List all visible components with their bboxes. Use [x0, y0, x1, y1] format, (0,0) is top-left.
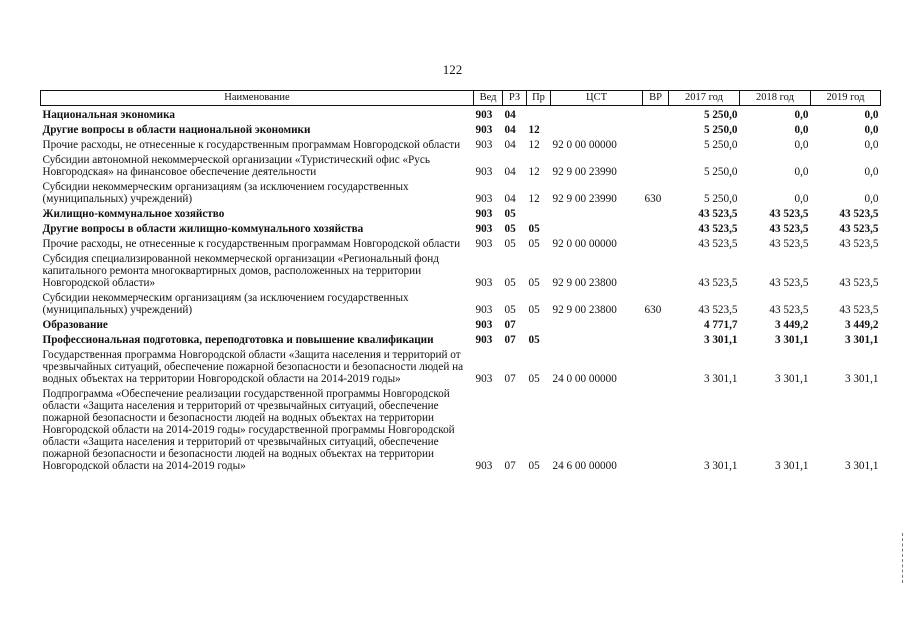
- cell-vr: [643, 121, 669, 136]
- cell-rz: 07: [504, 334, 516, 346]
- cell-pr: 12: [528, 193, 540, 205]
- table-row: [41, 331, 881, 346]
- table-row: [41, 289, 881, 316]
- cell-2018: 3 301,1: [774, 373, 809, 385]
- cell-2019: 43 523,5: [839, 223, 879, 235]
- cell-ved: 903: [475, 109, 493, 121]
- cell-rz: 04: [504, 193, 516, 205]
- cell-pr: [527, 205, 551, 220]
- cell-2017: 5 250,0: [703, 124, 738, 136]
- cell-name: Другие вопросы в области жилищно-коммунального хозяйства: [42, 223, 364, 235]
- cell-vr: [643, 331, 669, 346]
- cell-2017: 3 301,1: [703, 334, 738, 346]
- cell-2019: 3 449,2: [844, 319, 879, 331]
- cell-rz: 04: [504, 124, 516, 136]
- cell-2018: 0,0: [794, 124, 809, 136]
- cell-vr: [643, 346, 669, 385]
- cell-rz: 05: [504, 238, 516, 250]
- cell-cst: [551, 331, 643, 346]
- cell-2017: 5 250,0: [703, 193, 738, 205]
- cell-ved: 903: [475, 124, 493, 136]
- cell-ved: 903: [475, 193, 493, 205]
- table-row: [41, 250, 881, 289]
- cell-pr: 05: [528, 373, 540, 385]
- cell-name: Образование: [42, 319, 108, 331]
- cell-vr: 630: [644, 193, 662, 205]
- cell-2017: 43 523,5: [698, 238, 738, 250]
- cell-2017: 3 301,1: [703, 373, 738, 385]
- cell-name: Профессиональная подготовка, переподготовка и повышение квалификации: [42, 334, 434, 346]
- cell-pr: 05: [528, 304, 540, 316]
- header-2018: 2018 год: [740, 91, 811, 106]
- table-row: [41, 316, 881, 331]
- table-body: [41, 106, 881, 473]
- table-row: [41, 151, 881, 178]
- cell-2018: 0,0: [794, 109, 809, 121]
- cell-2018: 43 523,5: [769, 304, 809, 316]
- cell-vr: [643, 250, 669, 289]
- header-ved: Вед: [474, 91, 503, 106]
- cell-2018: 3 301,1: [774, 460, 809, 472]
- cell-2018: 43 523,5: [769, 208, 809, 220]
- cell-vr: [643, 151, 669, 178]
- cell-rz: 05: [504, 223, 516, 235]
- cell-rz: 04: [504, 109, 516, 121]
- cell-name: Национальная экономика: [42, 109, 175, 121]
- cell-2019: 3 301,1: [844, 334, 879, 346]
- table-row: [41, 220, 881, 235]
- cell-ved: 903: [475, 304, 493, 316]
- cell-cst: 92 9 00 23990: [552, 166, 617, 178]
- cell-pr: 05: [528, 277, 540, 289]
- cell-name: Другие вопросы в области национальной экономики: [42, 124, 311, 136]
- cell-2019: 43 523,5: [839, 277, 879, 289]
- table-row: [41, 385, 881, 472]
- cell-rz: 05: [504, 304, 516, 316]
- cell-cst: [551, 220, 643, 235]
- cell-vr: [643, 220, 669, 235]
- cell-cst: 92 9 00 23800: [552, 304, 617, 316]
- cell-rz: 05: [504, 208, 516, 220]
- cell-pr: 05: [528, 334, 540, 346]
- cell-name: Прочие расходы, не отнесенные к государственным программам Новгородской области: [42, 139, 461, 151]
- cell-cst: [551, 121, 643, 136]
- cell-pr: 05: [528, 460, 540, 472]
- table-row: [41, 205, 881, 220]
- cell-vr: [643, 316, 669, 331]
- header-pr: Пр: [527, 91, 551, 106]
- cell-2019: 43 523,5: [839, 304, 879, 316]
- cell-2017: 5 250,0: [703, 109, 738, 121]
- cell-2019: 0,0: [864, 124, 879, 136]
- cell-cst: 92 9 00 23990: [552, 193, 617, 205]
- cell-rz: 07: [504, 319, 516, 331]
- cell-2019: 3 301,1: [844, 373, 879, 385]
- table-row: [41, 121, 881, 136]
- cell-pr: 12: [528, 124, 540, 136]
- cell-2018: 3 301,1: [774, 334, 809, 346]
- cell-rz: 04: [504, 139, 516, 151]
- cell-2017: 4 771,7: [703, 319, 738, 331]
- cell-vr: [643, 385, 669, 472]
- cell-ved: 903: [475, 238, 493, 250]
- cell-2019: 43 523,5: [839, 238, 879, 250]
- cell-rz: 07: [504, 460, 516, 472]
- cell-ved: 903: [475, 373, 493, 385]
- cell-rz: 05: [504, 277, 516, 289]
- cell-name: Субсидии некоммерческим организациям (за исключением государственных (муниципальных) учреждений): [42, 181, 409, 205]
- cell-ved: 903: [475, 139, 493, 151]
- cell-pr: 12: [528, 166, 540, 178]
- cell-2017: 43 523,5: [698, 208, 738, 220]
- cell-2017: 43 523,5: [698, 277, 738, 289]
- cell-vr: [643, 136, 669, 151]
- cell-name: Жилищно-коммунальное хозяйство: [42, 208, 225, 220]
- margin-marks: [902, 533, 904, 583]
- header-vr: ВР: [643, 91, 669, 106]
- cell-ved: 903: [475, 319, 493, 331]
- cell-2019: 0,0: [864, 109, 879, 121]
- cell-pr: 05: [528, 223, 540, 235]
- cell-cst: 92 9 00 23800: [552, 277, 617, 289]
- cell-ved: 903: [475, 277, 493, 289]
- cell-cst: [551, 316, 643, 331]
- header-cst: ЦСТ: [551, 91, 643, 106]
- cell-pr: [527, 106, 551, 122]
- cell-vr: [643, 106, 669, 122]
- cell-pr: 12: [528, 139, 540, 151]
- cell-2019: 0,0: [864, 166, 879, 178]
- cell-2018: 0,0: [794, 139, 809, 151]
- cell-pr: 05: [528, 238, 540, 250]
- cell-2019: 0,0: [864, 139, 879, 151]
- cell-name: Подпрограмма «Обеспечение реализации государственной программы Новгородской области «Защита населения и территорий от чрезвычайных ситуаций, обеспечение пожарной безопасности и безопасности людей на водных объектах на территории Новгородской области на 2014-2019 годы» государственной программы Новгородской области «Защита населения и территорий от чрезвычайных ситуаций, обеспечение пожарной безопасности и безопасности людей на водных объектах на территории Новгородской области на 2014-2019 годы»: [42, 388, 455, 472]
- header-rz: РЗ: [503, 91, 527, 106]
- cell-name: Прочие расходы, не отнесенные к государственным программам Новгородской области: [42, 238, 461, 250]
- cell-2017: 5 250,0: [703, 166, 738, 178]
- cell-name: Государственная программа Новгородской области «Защита населения и территорий от чрезвычайных ситуаций, обеспечение пожарной безопасности и безопасности людей на водных объектах на территории Новгородской области на 2014-2019 годы»: [42, 349, 464, 385]
- cell-vr: [643, 205, 669, 220]
- cell-2017: 43 523,5: [698, 223, 738, 235]
- cell-pr: [527, 316, 551, 331]
- cell-vr: [643, 235, 669, 250]
- cell-cst: 92 0 00 00000: [552, 139, 617, 151]
- cell-name: Субсидия специализированной некоммерческой организации «Региональный фонд капитального ремонта многоквартирных домов, расположенных на территории Новгородской области»: [42, 253, 439, 289]
- cell-2017: 43 523,5: [698, 304, 738, 316]
- cell-2018: 0,0: [794, 166, 809, 178]
- table-row: [41, 136, 881, 151]
- cell-cst: 24 0 00 00000: [552, 373, 617, 385]
- cell-vr: 630: [644, 304, 662, 316]
- table-row: [41, 235, 881, 250]
- page-number: 122: [442, 62, 463, 77]
- cell-ved: 903: [475, 460, 493, 472]
- cell-2017: 5 250,0: [703, 139, 738, 151]
- cell-2019: 3 301,1: [844, 460, 879, 472]
- budget-table: [40, 90, 881, 472]
- header-2017: 2017 год: [669, 91, 740, 106]
- cell-2019: 43 523,5: [839, 208, 879, 220]
- cell-ved: 903: [475, 208, 493, 220]
- cell-cst: 24 6 00 00000: [552, 460, 617, 472]
- cell-cst: [551, 205, 643, 220]
- cell-name: Субсидии некоммерческим организациям (за исключением государственных (муниципальных) учреждений): [42, 292, 409, 316]
- cell-ved: 903: [475, 223, 493, 235]
- cell-2019: 0,0: [864, 193, 879, 205]
- cell-2018: 3 449,2: [774, 319, 809, 331]
- cell-2018: 43 523,5: [769, 277, 809, 289]
- table-row: [41, 346, 881, 385]
- header-name: Наименование: [41, 91, 474, 106]
- cell-rz: 07: [504, 373, 516, 385]
- cell-ved: 903: [475, 334, 493, 346]
- cell-cst: 92 0 00 00000: [552, 238, 617, 250]
- header-2019: 2019 год: [811, 91, 881, 106]
- table-header-row: [41, 91, 881, 106]
- cell-cst: [551, 106, 643, 122]
- table-row: [41, 178, 881, 205]
- cell-rz: 04: [504, 166, 516, 178]
- cell-2018: 43 523,5: [769, 238, 809, 250]
- cell-2018: 0,0: [794, 193, 809, 205]
- cell-2018: 43 523,5: [769, 223, 809, 235]
- cell-ved: 903: [475, 166, 493, 178]
- cell-2017: 3 301,1: [703, 460, 738, 472]
- table-row: [41, 106, 881, 122]
- cell-name: Субсидии автономной некоммерческой организации «Туристический офис «Русь Новгородская» на финансовое обеспечение деятельности: [42, 154, 430, 178]
